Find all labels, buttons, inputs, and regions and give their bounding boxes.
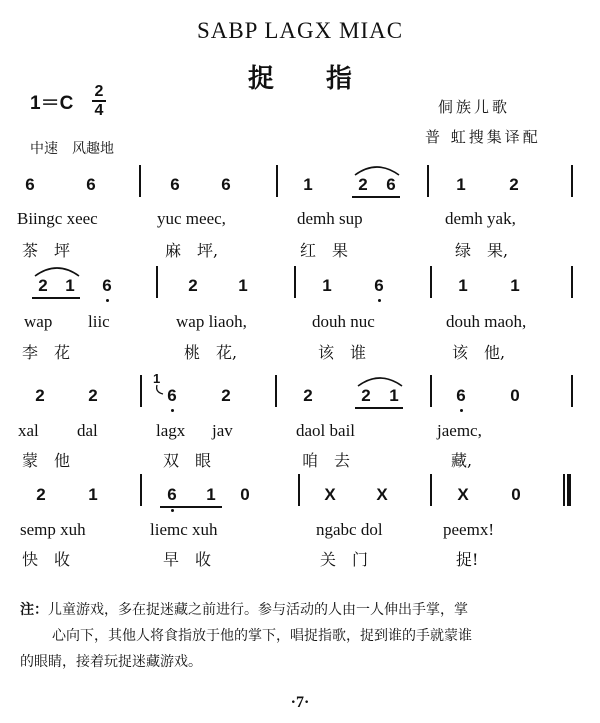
note: 6 (170, 175, 180, 194)
lyric-syllable: Biingc xeec (17, 209, 98, 228)
note: 0 (510, 386, 520, 405)
barline (140, 474, 142, 506)
barline (571, 266, 573, 298)
barline (276, 165, 278, 197)
footnote-text-1: 儿童游戏，多在捉迷藏之前进行。参与活动的人由一人伸出手掌，掌 (48, 602, 468, 618)
lyric-syllable: jav (212, 421, 233, 440)
barline (430, 375, 432, 407)
barline (156, 266, 158, 298)
footnote-line-2: 心向下，其他人将食指放于他的掌下，唱捉指歌，捉到谁的手就蒙谁 (52, 628, 472, 644)
footnote-line-1 (20, 597, 580, 623)
lyric-syllable: xal (18, 421, 39, 440)
lyric-syllable: douh nuc (312, 312, 375, 331)
grace-note: 1 (153, 371, 161, 386)
lower-octave-dot (171, 509, 174, 512)
footnote-line-3: 的眼睛，接着玩捉迷藏游戏。 (20, 654, 202, 670)
footnote (20, 597, 580, 675)
lyric-chinese: 桃 花, (184, 343, 238, 362)
lower-octave-dot (460, 409, 463, 412)
note: 6 (221, 175, 231, 194)
lyric-chinese: 藏, (451, 451, 473, 470)
lower-octave-dot (171, 409, 174, 412)
lyric-syllable: semp xuh (20, 520, 86, 539)
underline-beam (352, 196, 400, 198)
lyric-syllable: daol bail (296, 421, 356, 440)
lyric-syllable: ngabc dol (316, 520, 383, 539)
lyric-syllable: yuc meec, (157, 209, 226, 228)
underline-beam (355, 407, 403, 409)
note: 1 (303, 175, 313, 194)
lyric-syllable: dal (77, 421, 98, 440)
note: 1 (389, 386, 399, 405)
note: X (376, 485, 388, 504)
lyric-chinese: 快 收 (22, 550, 71, 569)
note: 2 (88, 386, 98, 405)
note: 6 (86, 175, 96, 194)
footnote-label: 注： (20, 602, 48, 618)
lyric-syllable: demh yak, (445, 209, 516, 228)
slur (352, 161, 402, 177)
note: 6 (167, 485, 177, 504)
note: 2 (35, 386, 45, 405)
lyric-chinese: 关 门 (320, 550, 369, 569)
barline (275, 375, 277, 407)
barline (571, 165, 573, 197)
time-signature (89, 83, 109, 119)
lyric-chinese: 捉! (456, 550, 479, 569)
slur (32, 262, 82, 278)
barline (571, 375, 573, 407)
lyric-syllable: lagx (156, 421, 186, 440)
lyric-chinese: 李 花 (22, 343, 71, 362)
lyric-chinese: 咱 去 (302, 451, 351, 470)
lyric-syllable: wap (24, 312, 53, 331)
lyric-chinese: 该 他, (452, 343, 506, 362)
note: 1 (88, 485, 98, 504)
barline (427, 165, 429, 197)
credit-collector: 普 虹搜集译配 (425, 128, 541, 146)
barline (430, 474, 432, 506)
lyric-chinese: 早 收 (163, 550, 212, 569)
note: 2 (303, 386, 313, 405)
lyric-syllable: demh sup (297, 209, 363, 228)
underline-beam (160, 506, 222, 508)
lower-octave-dot (106, 299, 109, 302)
lyric-chinese: 麻 坪, (165, 241, 219, 260)
note: 0 (511, 485, 521, 504)
note: 0 (240, 485, 250, 504)
note: 1 (458, 276, 468, 295)
barline (139, 165, 141, 197)
lyric-syllable: peemx! (443, 520, 494, 539)
note: 1 (65, 276, 75, 295)
note: 1 (322, 276, 332, 295)
lyric-chinese: 红 果 (300, 241, 349, 260)
note: X (457, 485, 469, 504)
note: 2 (36, 485, 46, 504)
note: 2 (221, 386, 231, 405)
note: X (324, 485, 336, 504)
note: 6 (102, 276, 112, 295)
final-barline-thin (563, 474, 565, 506)
lyric-chinese: 茶 坪 (22, 241, 71, 260)
title-chinese: 捉 指 (247, 64, 352, 94)
lyric-syllable: douh maoh, (446, 312, 527, 331)
note: 6 (374, 276, 384, 295)
lower-octave-dot (378, 299, 381, 302)
note: 2 (358, 175, 368, 194)
barline (430, 266, 432, 298)
note: 2 (38, 276, 48, 295)
slur (355, 372, 405, 388)
barline (140, 375, 142, 407)
barline (294, 266, 296, 298)
note: 2 (188, 276, 198, 295)
barline (298, 474, 300, 506)
tempo-marking: 中速 风趣地 (30, 141, 114, 157)
note: 2 (509, 175, 519, 194)
time-signature-bottom: 4 (94, 102, 104, 119)
lyric-chinese: 双 眼 (163, 451, 212, 470)
lyric-syllable: wap liaoh, (176, 312, 247, 331)
final-barline-thick (567, 474, 571, 506)
key-signature: 1＝C (30, 93, 74, 114)
lyric-chinese: 绿 果, (455, 241, 509, 260)
note: 2 (361, 386, 371, 405)
note: 1 (510, 276, 520, 295)
note: 6 (386, 175, 396, 194)
lyric-chinese: 蒙 他 (22, 451, 71, 470)
title-english: SABP LAGX MIAC (196, 18, 404, 43)
lyric-syllable: liemc xuh (150, 520, 218, 539)
note: 1 (206, 485, 216, 504)
page-number: ·7· (290, 694, 310, 711)
time-signature-top: 2 (94, 83, 104, 100)
credit-origin: 侗族儿歌 (438, 98, 511, 116)
lyric-chinese: 该 谁 (318, 343, 367, 362)
note: 1 (238, 276, 248, 295)
note: 6 (456, 386, 466, 405)
note: 1 (456, 175, 466, 194)
underline-beam (32, 297, 80, 299)
note: 6 (167, 386, 177, 405)
note: 6 (25, 175, 35, 194)
lyric-syllable: liic (88, 312, 110, 331)
lyric-syllable: jaemc, (437, 421, 482, 440)
